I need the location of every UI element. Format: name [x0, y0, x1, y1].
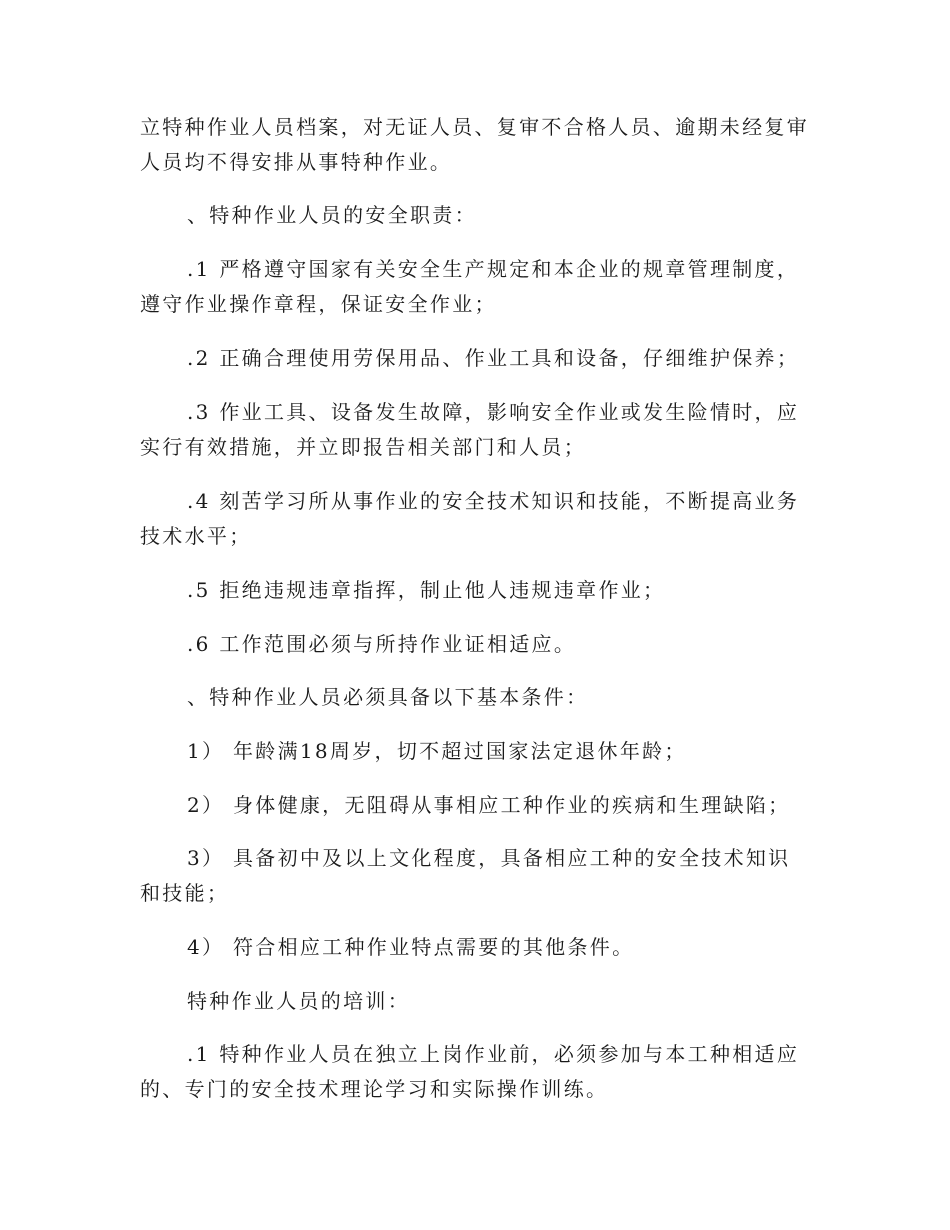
- heading-safety-duties: 、特种作业人员的安全职责：: [187, 203, 477, 227]
- condition-item-1: 1） 年龄满18周岁，切不超过国家法定退休年龄；: [187, 739, 687, 763]
- training-item-1: .1 特种作业人员在独立上岗作业前，必须参加与本工种相适应的、专门的安全技术理论学习和实际操作训练。: [140, 1042, 800, 1101]
- duty-item-1: .1 严格遵守国家有关安全生产规定和本企业的规章管理制度，遵守作业操作章程，保证安全作业；: [140, 257, 800, 316]
- condition-item-3: 3） 具备初中及以上文化程度，具备相应工种的安全技术知识和技能；: [140, 846, 791, 905]
- duty-item-6: .6 工作范围必须与所持作业证相适应。: [187, 632, 577, 656]
- duty-item-5: .5 拒绝违规违章指挥，制止他人违规违章作业；: [187, 578, 666, 602]
- condition-item-4: 4） 符合相应工种作业特点需要的其他条件。: [187, 935, 635, 959]
- heading-training: 特种作业人员的培训：: [187, 989, 410, 1013]
- heading-basic-conditions: 、特种作业人员必须具备以下基本条件：: [187, 685, 589, 709]
- condition-item-2: 2） 身体健康，无阻碍从事相应工种作业的疾病和生理缺陷；: [187, 793, 791, 817]
- paragraph-archive-rule: 立特种作业人员档案，对无证人员、复审不合格人员、逾期未经复审人员均不得安排从事特种作业。: [140, 115, 809, 174]
- duty-item-4: .4 刻苦学习所从事作业的安全技术知识和技能，不断提高业务技术水平；: [140, 489, 800, 548]
- duty-item-2: .2 正确合理使用劳保用品、作业工具和设备，仔细维护保养；: [187, 346, 800, 370]
- duty-item-3: .3 作业工具、设备发生故障，影响安全作业或发生险情时，应实行有效措施，并立即报告相关部门和人员；: [140, 400, 800, 459]
